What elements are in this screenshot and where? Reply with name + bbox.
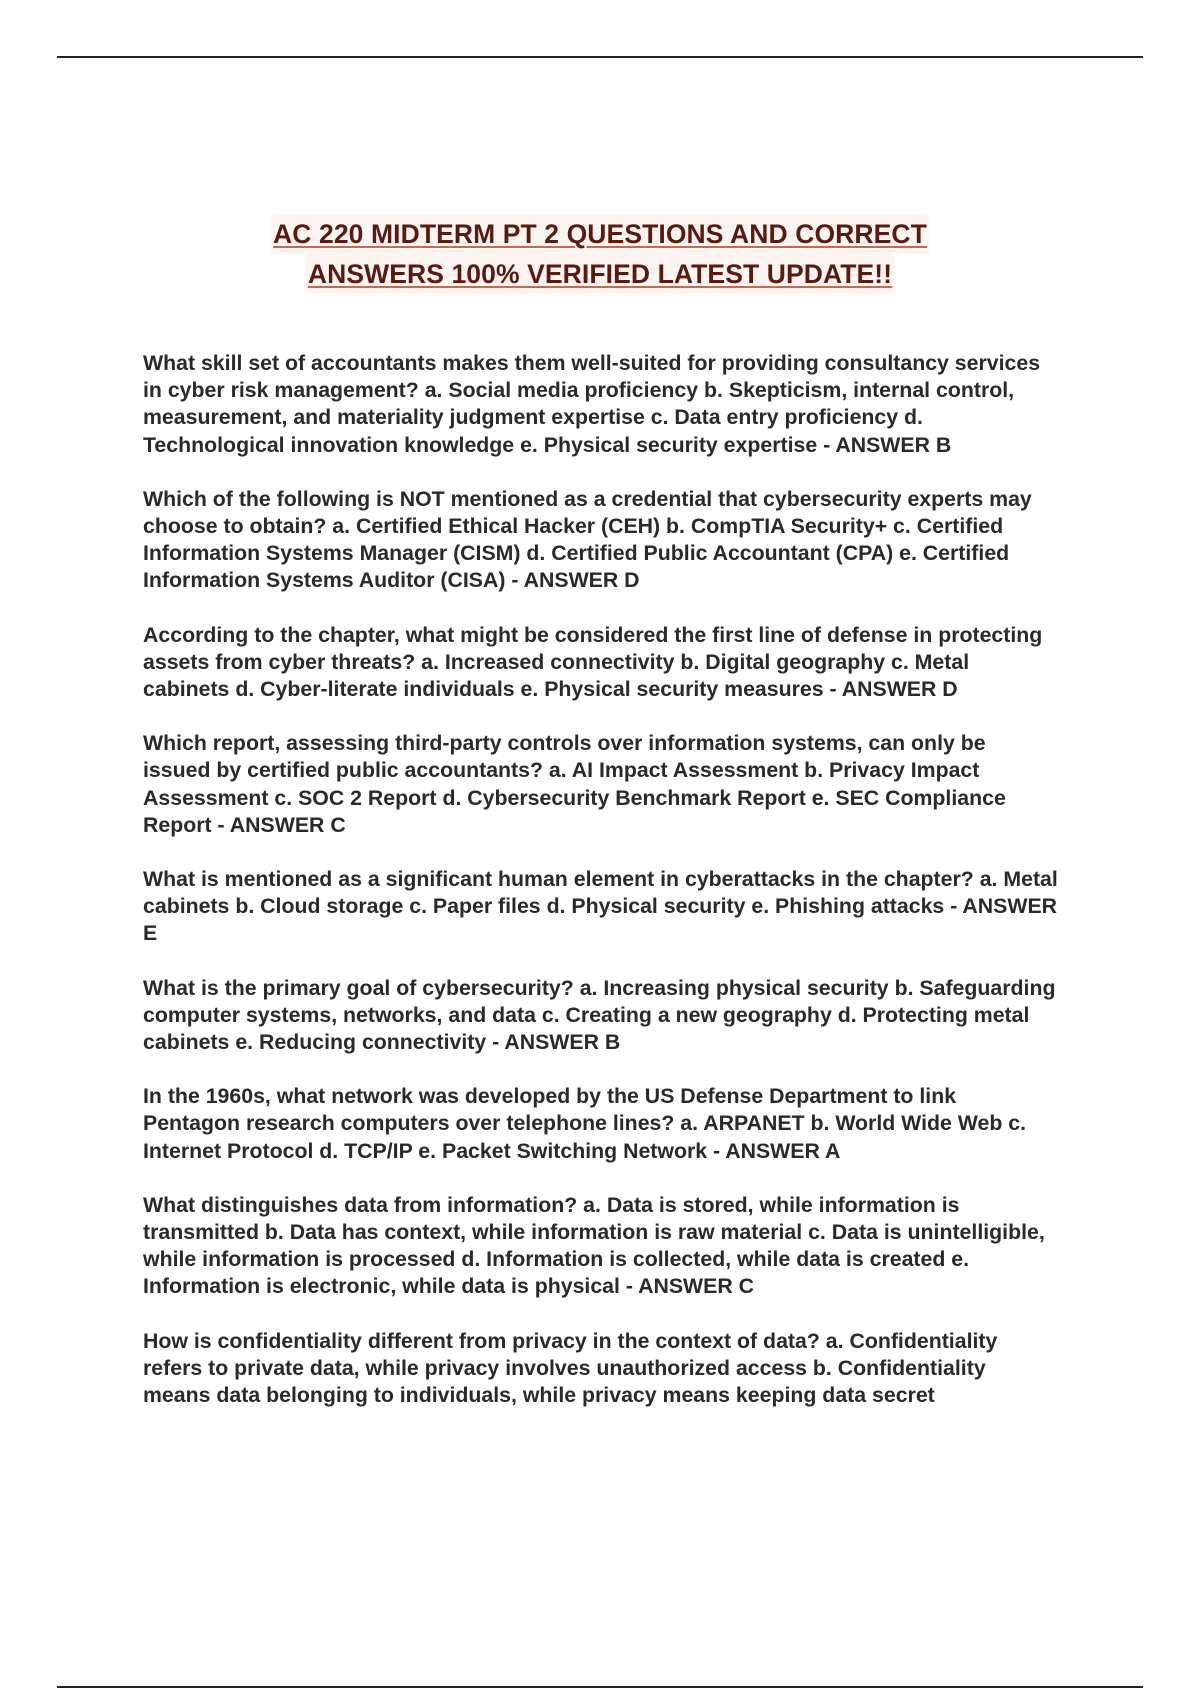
question-6: What is the primary goal of cybersecurity? a. Increasing physical security b. Safeguarding computer systems, networks, and data c. Creating a new geography d. Protecting metal cabinets e. Reducing connectivity - ANSWER B xyxy=(143,975,1056,1055)
question-4: Which report, assessing third-party controls over information systems, can only be issued by certified public accountants? a. AI Impact Assessment b. Privacy Impact Assessment c. SOC 2 Report d. Cybersecurity Benchmark Report e. SEC Compliance Report - ANSWER C xyxy=(143,731,1006,837)
top-rule xyxy=(57,56,1143,58)
question-9: How is confidentiality different from privacy in the context of data? a. Confidentiality refers to private data, while privacy involves unauthorized access b. Confidentiality means data belonging to individuals, while privacy means keeping data secret xyxy=(143,1328,998,1408)
document-title xyxy=(0,214,1200,294)
question-list xyxy=(143,350,1058,1436)
question-1: What skill set of accountants makes them well-suited for providing consultancy services in cyber risk management? a. Social media proficiency b. Skepticism, internal control, measurement, and materiality judgment expertise c. Data entry proficiency d. Technological innovation knowledge e. Physical security expertise - ANSWER B xyxy=(143,351,1041,457)
question-7: In the 1960s, what network was developed by the US Defense Department to link Pentagon research computers over telephone lines? a. ARPANET b. World Wide Web c. Internet Protocol d. TCP/IP e. Packet Switching Network - ANSWER A xyxy=(143,1084,1027,1163)
question-3: According to the chapter, what might be considered the first line of defense in protecting assets from cyber threats? a. Increased connectivity b. Digital geography c. Metal cabinets d. Cyber-literate individuals e. Physical security measures - ANSWER D xyxy=(143,622,1043,702)
question-5: What is mentioned as a significant human element in cyberattacks in the chapter? a. Metal cabinets b. Cloud storage c. Paper files d. Physical security e. Phishing attacks - ANSWER E xyxy=(143,867,1058,946)
bottom-rule xyxy=(57,1686,1143,1688)
question-2: Which of the following is NOT mentioned as a credential that cybersecurity experts may choose to obtain? a. Certified Ethical Hacker (CEH) b. CompTIA Security+ c. Certified Information Systems Manager (CISM) d. Certified Public Accountant (CPA) e. Certified Information Systems Auditor (CISA) - ANSWER D xyxy=(143,486,1032,593)
title-line-1: AC 220 MIDTERM PT 2 QUESTIONS AND CORRECT xyxy=(271,214,929,254)
question-8: What distinguishes data from information? a. Data is stored, while information is transmitted b. Data has context, while information is raw material c. Data is unintelligible, while information is processed d. Information is collected, while data is created e. Information is electronic, while data is physical - ANSWER C xyxy=(143,1192,1045,1299)
title-line-2: ANSWERS 100% VERIFIED LATEST UPDATE!! xyxy=(306,254,894,294)
